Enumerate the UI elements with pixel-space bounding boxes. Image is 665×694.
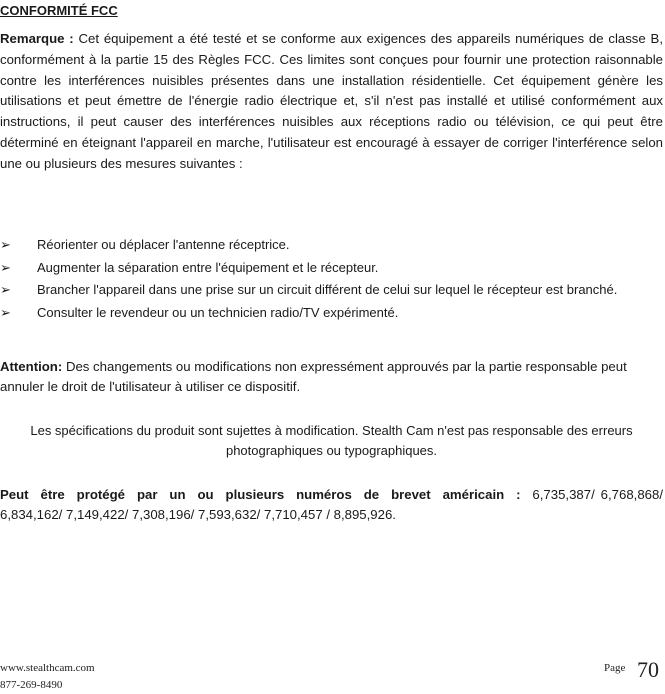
list-item xyxy=(0,281,663,299)
arrow-bullet-icon: ➢ xyxy=(0,304,11,320)
attention-label: Attention: xyxy=(0,359,63,374)
list-item-text: Augmenter la séparation entre l'équipement et le récepteur. xyxy=(37,259,379,275)
page-label: Page xyxy=(604,662,626,674)
arrow-bullet-icon: ➢ xyxy=(0,237,11,252)
patent-label: Peut être protégé par un ou plusieurs numéros de brevet américain : xyxy=(0,487,521,502)
footer-phone: 877-269-8490 xyxy=(0,679,63,691)
footer-website: www.stealthcam.com xyxy=(0,662,95,674)
remark-text: Cet équipement a été testé et se conforme aux exigences des appareils numériques de classe B, conformément à la partie 15 des Règles FCC. Ces limites sont conçues pour fournir une protection raisonnable contre les interférences nuisibles présentes dans une installation résidentielle. Cet équipement génère les utilisations et peut émettre de l'énergie radio électrique et, s'il n'est pas installé et utilisé conformément aux instructions, il peut causer des interférences nuisibles aux réceptions radio ou télévision, ce qui peut être déterminé en éteignant l'appareil en marche, l'utilisateur est encouragé à essayer de corriger l'interférence selon une ou plusieurs des mesures suivantes : xyxy=(0,31,663,171)
patent-paragraph xyxy=(0,485,663,524)
list-item xyxy=(0,236,663,254)
attention-text: Des changements ou modifications non expressément approuvés par la partie responsable peut annuler le droit de l'utilisateur à utiliser ce dispositif. xyxy=(0,359,627,394)
list-item xyxy=(0,259,663,277)
measures-list xyxy=(0,236,663,326)
fcc-remark-paragraph xyxy=(0,29,663,175)
section-title: CONFORMITÉ FCC xyxy=(0,3,118,18)
specs-notice: Les spécifications du produit sont sujettes à modification. Stealth Cam n'est pas responsable des erreurs photographiques ou typographiques. xyxy=(30,423,633,458)
patent-numbers: 6,735,387/ 6,768,868/ 6,834,162/ 7,149,422/ 7,308,196/ 7,593,632/ 7,710,457 / 8,895,926. xyxy=(0,487,664,522)
arrow-bullet-icon: ➢ xyxy=(0,282,11,297)
list-item xyxy=(0,304,663,322)
remark-label: Remarque : xyxy=(0,31,74,46)
attention-paragraph xyxy=(0,357,663,396)
arrow-bullet-icon: ➢ xyxy=(0,259,11,275)
list-item-text: Réorienter ou déplacer l'antenne réceptrice. xyxy=(37,237,290,252)
page-number: 70 xyxy=(637,657,659,682)
footer-contact xyxy=(0,660,95,694)
list-item-text: Brancher l'appareil dans une prise sur un circuit différent de celui sur lequel le récepteur est branché. xyxy=(37,282,618,297)
list-item-text: Consulter le revendeur ou un technicien radio/TV expérimenté. xyxy=(37,304,399,320)
